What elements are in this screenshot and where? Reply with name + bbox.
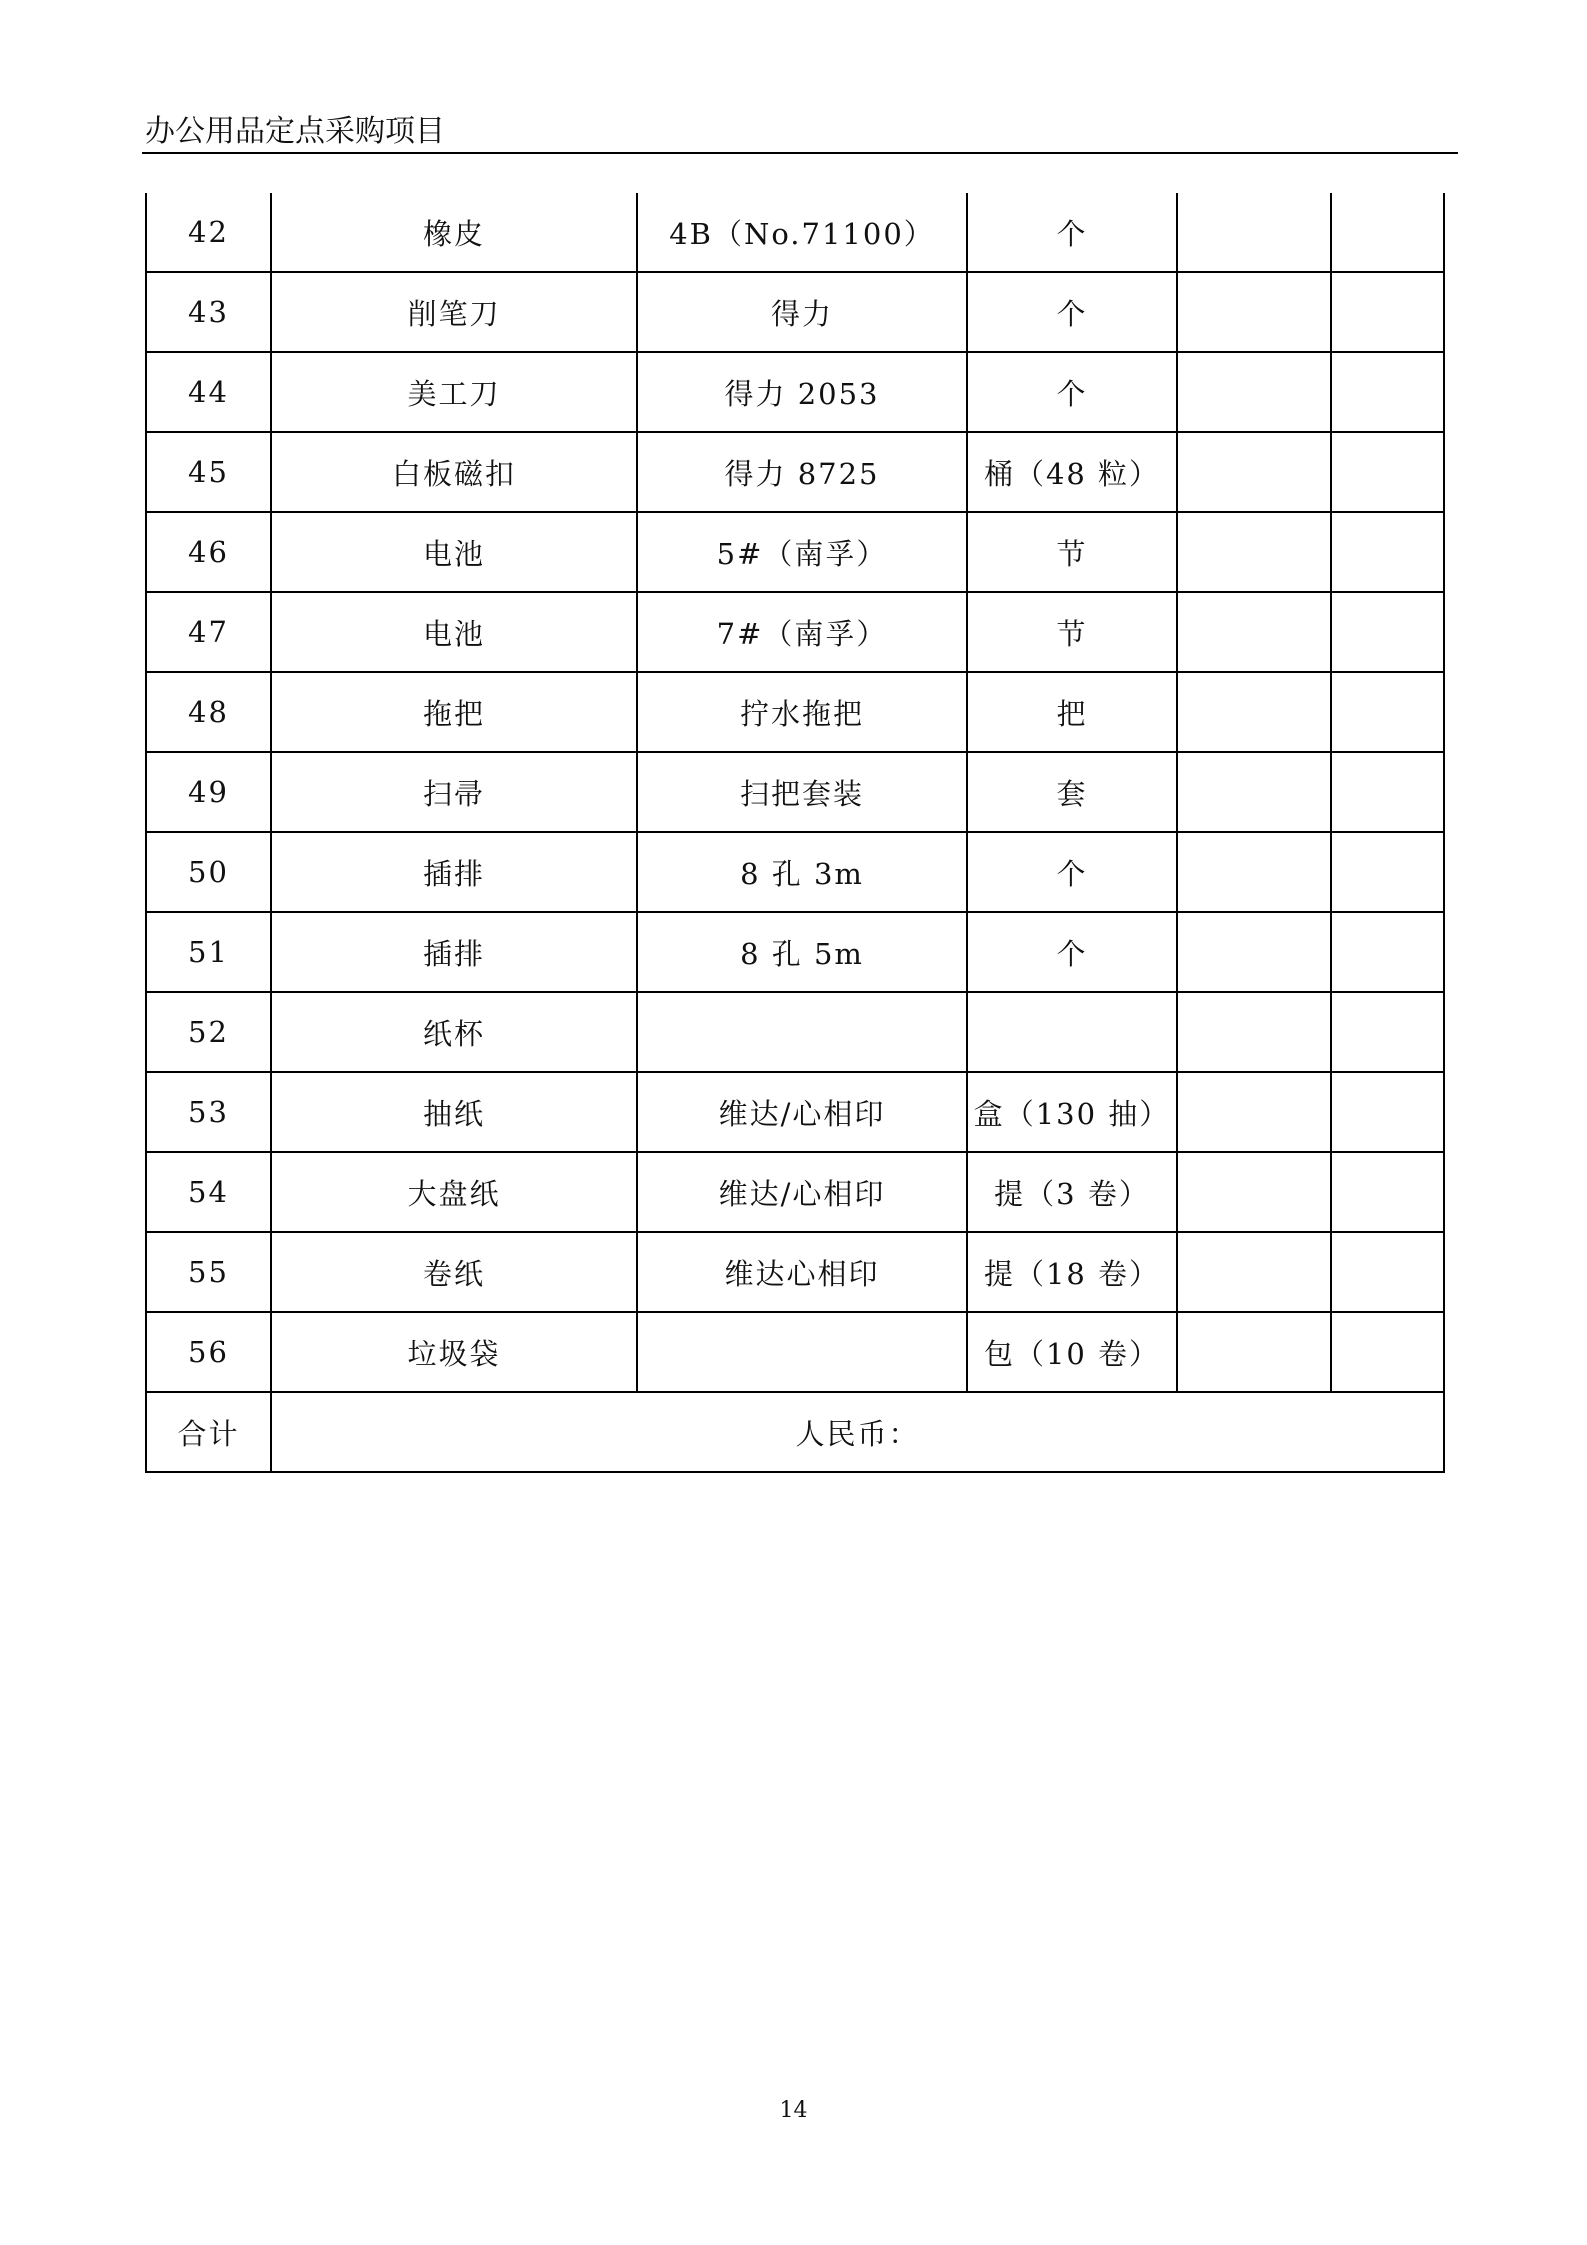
item-name: 插排 bbox=[271, 832, 637, 912]
table-row bbox=[146, 272, 1444, 352]
table-row bbox=[146, 512, 1444, 592]
total-label: 合计 bbox=[146, 1392, 271, 1472]
row-number: 46 bbox=[146, 512, 271, 592]
table-row bbox=[146, 592, 1444, 672]
item-name: 拖把 bbox=[271, 672, 637, 752]
row-number: 44 bbox=[146, 352, 271, 432]
row-number: 50 bbox=[146, 832, 271, 912]
price-cell bbox=[1177, 832, 1331, 912]
table-row bbox=[146, 832, 1444, 912]
item-name: 美工刀 bbox=[271, 352, 637, 432]
price-cell bbox=[1177, 272, 1331, 352]
item-spec: 维达/心相印 bbox=[637, 1152, 967, 1232]
row-number: 53 bbox=[146, 1072, 271, 1152]
remark-cell bbox=[1331, 912, 1444, 992]
item-unit: 桶（48 粒） bbox=[967, 432, 1177, 512]
item-unit: 节 bbox=[967, 592, 1177, 672]
item-spec: 8 孔 3m bbox=[637, 832, 967, 912]
row-number: 51 bbox=[146, 912, 271, 992]
item-spec: 维达/心相印 bbox=[637, 1072, 967, 1152]
remark-cell bbox=[1331, 1232, 1444, 1312]
items-table bbox=[145, 193, 1445, 1473]
price-cell bbox=[1177, 352, 1331, 432]
item-unit: 提（18 卷） bbox=[967, 1232, 1177, 1312]
table-row bbox=[146, 1232, 1444, 1312]
price-cell bbox=[1177, 992, 1331, 1072]
item-unit: 个 bbox=[967, 352, 1177, 432]
item-unit: 个 bbox=[967, 272, 1177, 352]
row-number: 47 bbox=[146, 592, 271, 672]
row-number: 48 bbox=[146, 672, 271, 752]
item-unit: 个 bbox=[967, 832, 1177, 912]
table-row bbox=[146, 432, 1444, 512]
table-row bbox=[146, 992, 1444, 1072]
page-number: 14 bbox=[779, 2098, 808, 2123]
remark-cell bbox=[1331, 752, 1444, 832]
item-spec: 得力 bbox=[637, 272, 967, 352]
remark-cell bbox=[1331, 1312, 1444, 1392]
price-cell bbox=[1177, 193, 1331, 272]
row-number: 54 bbox=[146, 1152, 271, 1232]
item-name: 扫帚 bbox=[271, 752, 637, 832]
price-cell bbox=[1177, 432, 1331, 512]
price-cell bbox=[1177, 672, 1331, 752]
item-spec: 5#（南孚） bbox=[637, 512, 967, 592]
remark-cell bbox=[1331, 672, 1444, 752]
price-cell bbox=[1177, 1232, 1331, 1312]
item-name: 垃圾袋 bbox=[271, 1312, 637, 1392]
item-spec: 7#（南孚） bbox=[637, 592, 967, 672]
table-row bbox=[146, 912, 1444, 992]
header-divider bbox=[142, 152, 1458, 154]
table-row bbox=[146, 193, 1444, 272]
item-unit: 盒（130 抽） bbox=[967, 1072, 1177, 1152]
remark-cell bbox=[1331, 1152, 1444, 1232]
item-name: 橡皮 bbox=[271, 193, 637, 272]
item-name: 电池 bbox=[271, 592, 637, 672]
page-header-title: 办公用品定点采购项目 bbox=[145, 114, 445, 149]
item-unit: 提（3 卷） bbox=[967, 1152, 1177, 1232]
remark-cell bbox=[1331, 1072, 1444, 1152]
item-spec: 扫把套装 bbox=[637, 752, 967, 832]
row-number: 42 bbox=[146, 193, 271, 272]
row-number: 52 bbox=[146, 992, 271, 1072]
item-name: 纸杯 bbox=[271, 992, 637, 1072]
item-name: 抽纸 bbox=[271, 1072, 637, 1152]
remark-cell bbox=[1331, 272, 1444, 352]
item-unit bbox=[967, 992, 1177, 1072]
item-spec: 拧水拖把 bbox=[637, 672, 967, 752]
item-name: 插排 bbox=[271, 912, 637, 992]
item-unit: 个 bbox=[967, 193, 1177, 272]
table-row bbox=[146, 352, 1444, 432]
total-amount: 人民币： bbox=[271, 1392, 1444, 1472]
price-cell bbox=[1177, 1312, 1331, 1392]
remark-cell bbox=[1331, 832, 1444, 912]
item-unit: 把 bbox=[967, 672, 1177, 752]
table-row bbox=[146, 1152, 1444, 1232]
item-name: 卷纸 bbox=[271, 1232, 637, 1312]
table-row bbox=[146, 672, 1444, 752]
table-row bbox=[146, 752, 1444, 832]
item-unit: 套 bbox=[967, 752, 1177, 832]
item-name: 削笔刀 bbox=[271, 272, 637, 352]
item-spec: 8 孔 5m bbox=[637, 912, 967, 992]
item-spec: 维达心相印 bbox=[637, 1232, 967, 1312]
remark-cell bbox=[1331, 352, 1444, 432]
price-cell bbox=[1177, 1072, 1331, 1152]
price-cell bbox=[1177, 512, 1331, 592]
item-spec: 得力 2053 bbox=[637, 352, 967, 432]
table-row bbox=[146, 1312, 1444, 1392]
item-unit: 包（10 卷） bbox=[967, 1312, 1177, 1392]
remark-cell bbox=[1331, 592, 1444, 672]
price-cell bbox=[1177, 912, 1331, 992]
item-spec: 得力 8725 bbox=[637, 432, 967, 512]
row-number: 43 bbox=[146, 272, 271, 352]
row-number: 55 bbox=[146, 1232, 271, 1312]
row-number: 56 bbox=[146, 1312, 271, 1392]
item-name: 白板磁扣 bbox=[271, 432, 637, 512]
remark-cell bbox=[1331, 432, 1444, 512]
price-cell bbox=[1177, 752, 1331, 832]
row-number: 49 bbox=[146, 752, 271, 832]
item-spec bbox=[637, 1312, 967, 1392]
item-unit: 节 bbox=[967, 512, 1177, 592]
item-name: 大盘纸 bbox=[271, 1152, 637, 1232]
item-spec bbox=[637, 992, 967, 1072]
row-number: 45 bbox=[146, 432, 271, 512]
remark-cell bbox=[1331, 193, 1444, 272]
table-row bbox=[146, 1072, 1444, 1152]
price-cell bbox=[1177, 592, 1331, 672]
price-cell bbox=[1177, 1152, 1331, 1232]
item-unit: 个 bbox=[967, 912, 1177, 992]
remark-cell bbox=[1331, 992, 1444, 1072]
item-name: 电池 bbox=[271, 512, 637, 592]
item-spec: 4B（No.71100） bbox=[637, 193, 967, 272]
total-row bbox=[146, 1392, 1444, 1472]
remark-cell bbox=[1331, 512, 1444, 592]
